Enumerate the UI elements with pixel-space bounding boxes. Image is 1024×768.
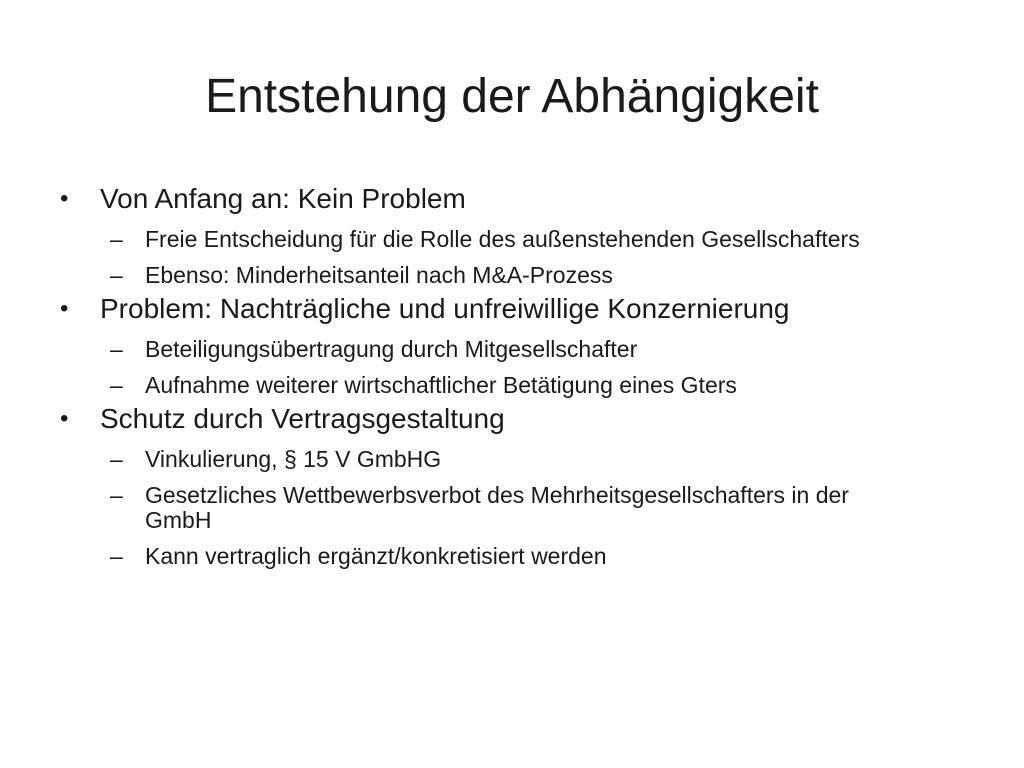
bullet-marker: •: [60, 185, 69, 212]
sub-bullet-text: Ebenso: Minderheitsanteil nach M&A-Prozess: [145, 262, 613, 288]
sub-bullet-marker: –: [110, 482, 123, 508]
sub-bullet-marker: –: [110, 372, 123, 398]
sub-bullet-text: Beteiligungsübertragung durch Mitgesellschafter: [145, 336, 638, 362]
bullet-text: Von Anfang an: Kein Problem: [100, 183, 466, 214]
sub-bullet-item: [100, 263, 915, 288]
sub-bullet-marker: –: [110, 226, 123, 252]
sub-bullet-item: [100, 544, 915, 569]
sub-bullet-list: [100, 227, 958, 288]
sub-bullet-text: Gesetzliches Wettbewerbsverbot des Mehrheitsgesellschafters in der GmbH: [145, 482, 849, 533]
slide-content: [58, 178, 958, 569]
sub-bullet-item: [100, 447, 915, 472]
sub-bullet-text: Freie Entscheidung für die Rolle des außenstehenden Gesellschafters: [145, 226, 860, 252]
bullet-marker: •: [60, 295, 69, 322]
bullet-list: [58, 182, 958, 569]
slide-title: Entstehung der Abhängigkeit: [205, 70, 819, 123]
bullet-item: [58, 182, 958, 288]
sub-bullet-marker: –: [110, 446, 123, 472]
bullet-text: Schutz durch Vertragsgestaltung: [100, 403, 505, 434]
bullet-item: [58, 402, 958, 569]
sub-bullet-text: Vinkulierung, § 15 V GmbHG: [145, 446, 442, 472]
sub-bullet-item: [100, 483, 915, 533]
sub-bullet-item: [100, 227, 915, 252]
bullet-text: Problem: Nachträgliche und unfreiwillige Konzernierung: [100, 293, 790, 324]
bullet-marker: •: [60, 405, 69, 432]
sub-bullet-item: [100, 337, 915, 362]
bullet-item: [58, 292, 958, 398]
sub-bullet-marker: –: [110, 543, 123, 569]
sub-bullet-text: Kann vertraglich ergänzt/konkretisiert werden: [145, 543, 607, 569]
sub-bullet-marker: –: [110, 262, 123, 288]
sub-bullet-list: [100, 447, 958, 569]
sub-bullet-marker: –: [110, 336, 123, 362]
sub-bullet-text: Aufnahme weiterer wirtschaftlicher Betätigung eines Gters: [145, 372, 737, 398]
sub-bullet-list: [100, 337, 958, 398]
sub-bullet-item: [100, 373, 915, 398]
